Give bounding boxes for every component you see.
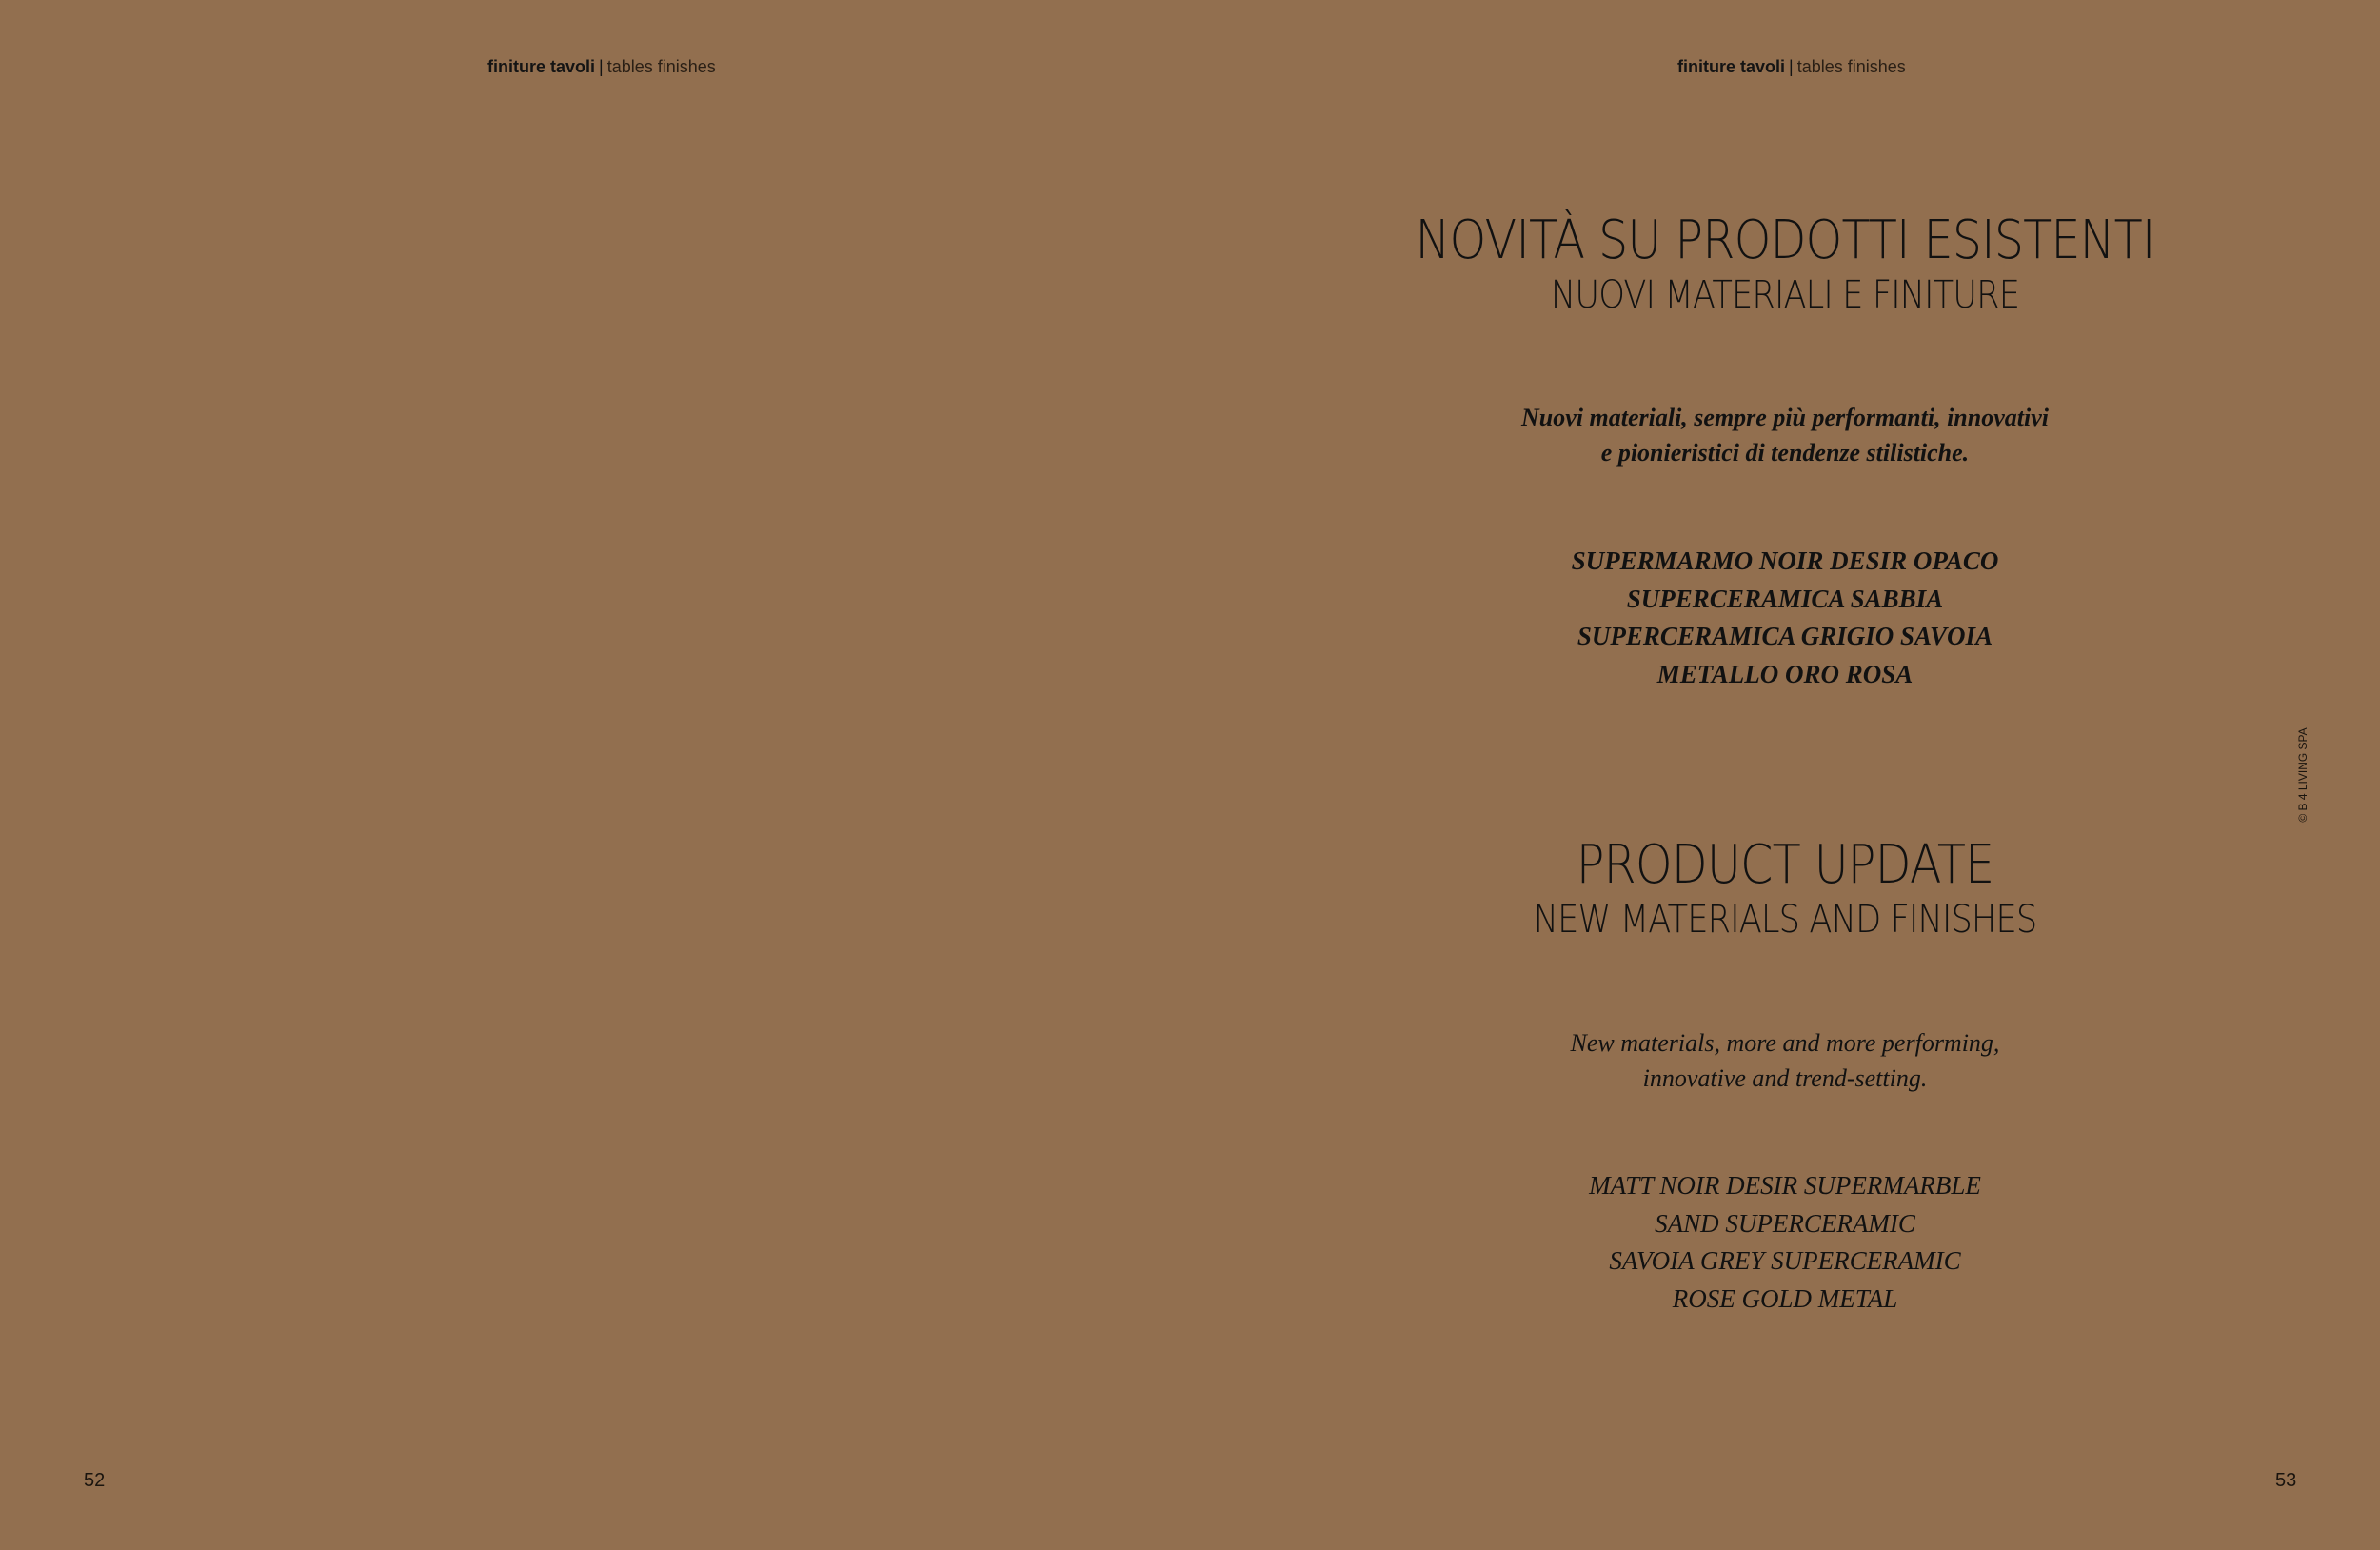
left-running-header [487,57,716,77]
header-section-label: finiture tavoli [487,57,596,76]
italian-materials [1333,543,2237,693]
material-item: SUPERCERAMICA SABBIA [1626,584,1944,613]
header-separator: | [1789,57,1794,76]
english-heading-block [1333,836,2237,943]
material-item: SAVOIA GREY SUPERCERAMIC [1609,1246,1961,1275]
italian-intro-line: e pionieristici di tendenze stilistiche. [1600,439,1970,467]
right-page-number: 53 [2275,1470,2297,1491]
header-section-label: finiture tavoli [1677,57,1786,76]
material-item: SUPERMARMO NOIR DESIR OPACO [1571,546,1999,575]
copyright-notice [2296,725,2310,825]
english-intro-line: New materials, more and more performing, [1570,1029,2000,1057]
left-page-number: 52 [84,1470,106,1491]
header-section-translation: tables finishes [606,57,716,76]
english-intro [1333,1025,2237,1096]
italian-title: NOVITÀ SU PRODOTTI ESISTENTI [1415,209,2155,271]
italian-subtitle: NUOVI MATERIALI E FINITURE [1550,272,2020,317]
italian-intro [1333,400,2237,470]
header-section-translation: tables finishes [1796,57,1906,76]
material-item: METALLO ORO ROSA [1656,659,1914,688]
italian-intro-line: Nuovi materiali, sempre più performanti, innovativi [1521,404,2049,431]
material-item: ROSE GOLD METAL [1672,1283,1898,1313]
english-intro-line: innovative and trend-setting. [1642,1064,1928,1092]
right-running-header [1677,57,1906,77]
material-item: SUPERCERAMICA GRIGIO SAVOIA [1577,622,1993,650]
english-title: PRODUCT UPDATE [1576,834,1994,896]
material-item: MATT NOIR DESIR SUPERMARBLE [1589,1171,1981,1200]
english-materials [1333,1167,2237,1318]
italian-heading-block [1333,211,2237,318]
english-subtitle: NEW MATERIALS AND FINISHES [1533,897,2037,942]
copyright-text: © B 4 LIVING SPA [2296,727,2310,823]
header-separator: | [599,57,604,76]
material-item: SAND SUPERCERAMIC [1655,1208,1915,1238]
